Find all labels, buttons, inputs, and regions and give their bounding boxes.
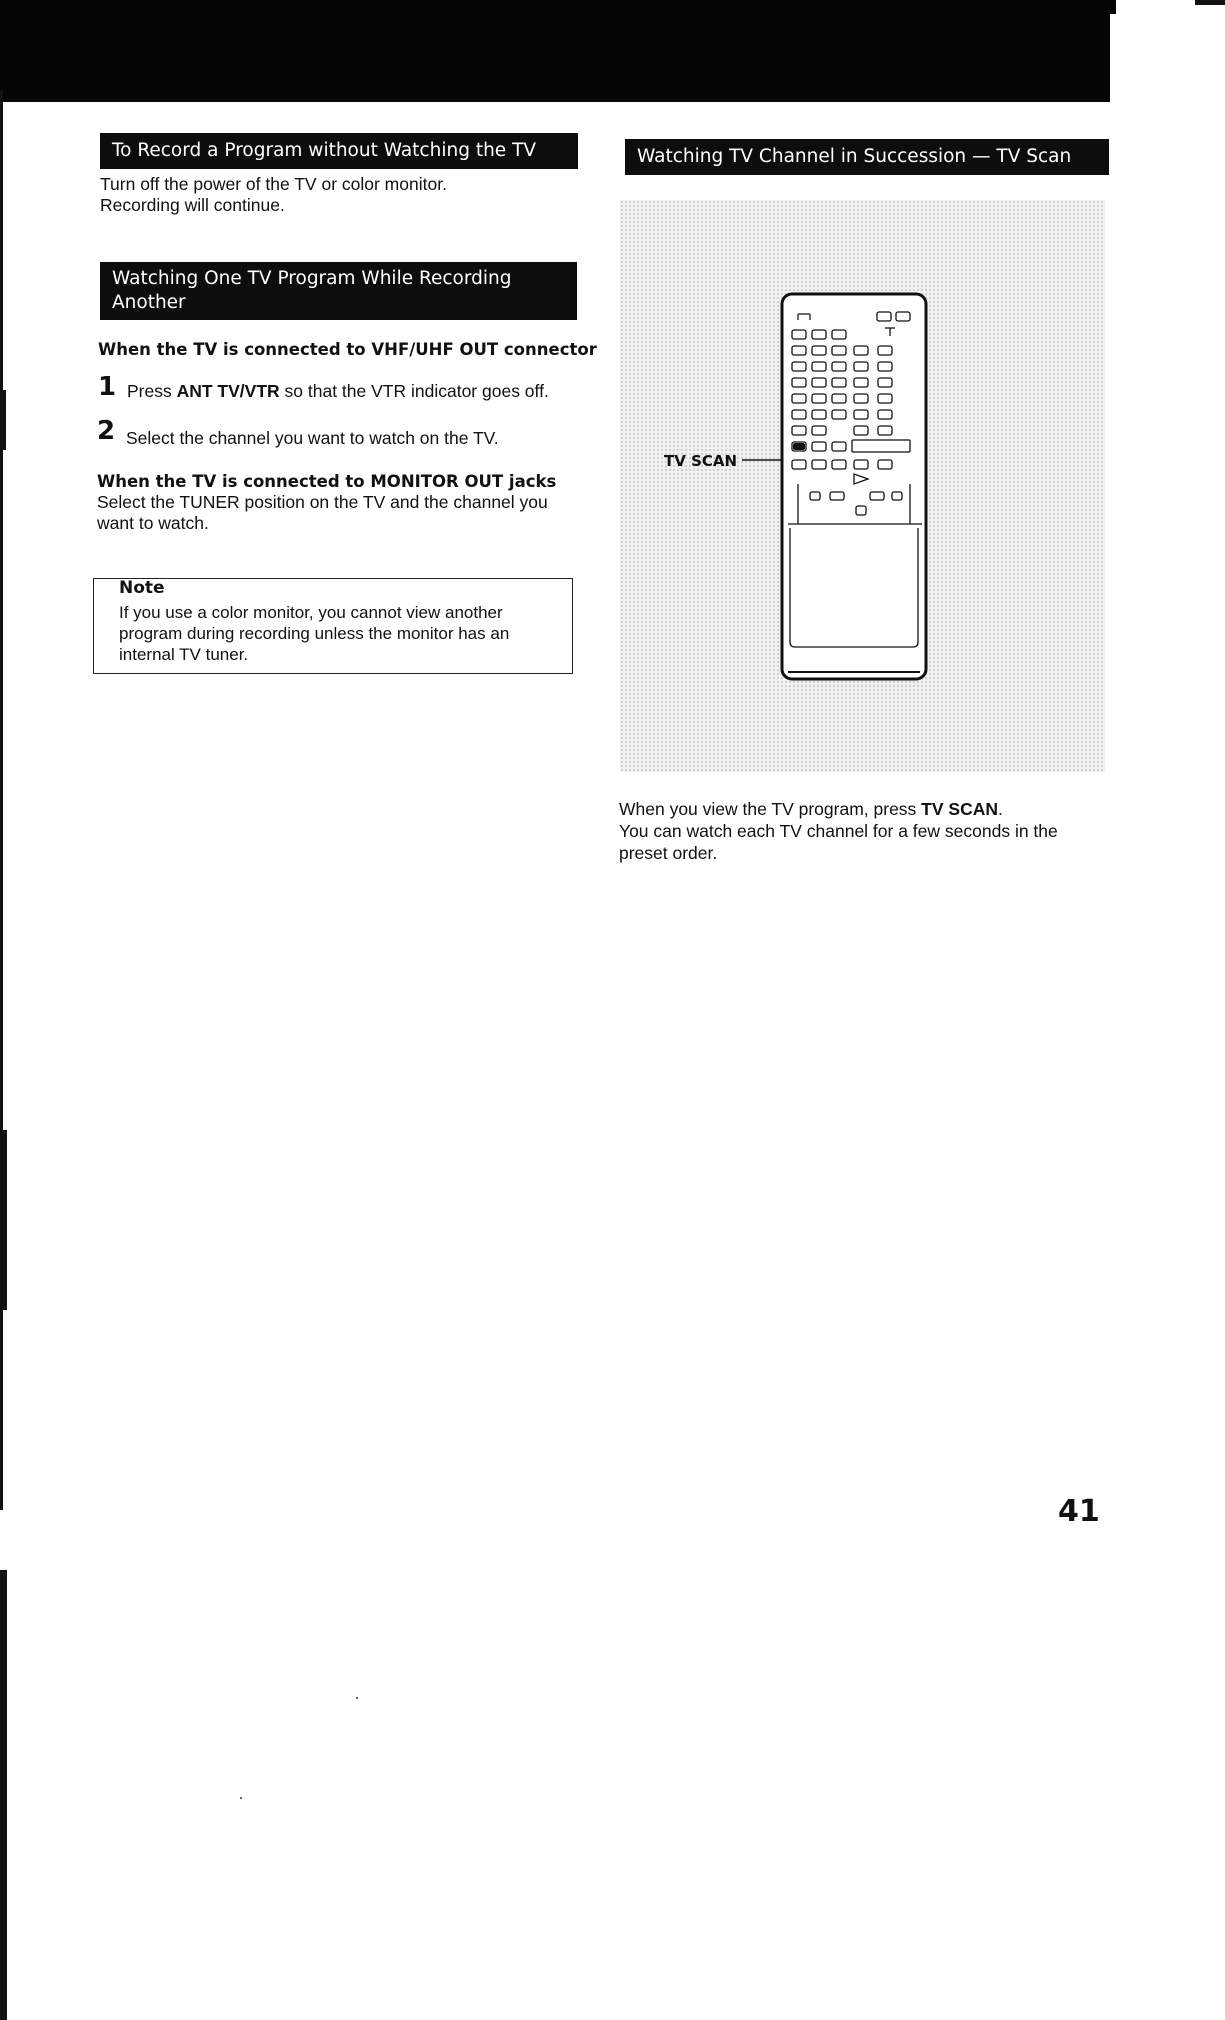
step-1-text-before: Press [127,381,177,401]
top-black-band [0,0,1110,102]
note-box [93,578,573,674]
tv-scan-section-title-text: Watching TV Channel in Succession — TV Scan [637,146,1072,167]
scan-speck [356,1697,358,1699]
monitor-heading: When the TV is connected to MONITOR OUT jacks [97,472,557,491]
record-body-line1: Turn off the power of the TV or color monitor. [100,174,447,194]
tv-scan-body-line1-after: . [997,799,1003,819]
step-1-number: 1 [98,372,117,402]
vhf-heading: When the TV is connected to VHF/UHF OUT connector [98,340,597,359]
note-right-rule [572,578,573,674]
note-top-rule [93,578,573,579]
note-bottom-rule [93,673,573,674]
step-1-text-after: so that the VTR indicator goes off. [279,381,549,401]
note-left-rule [93,578,94,674]
top-band-tail [1110,0,1116,14]
remote-control-icon [780,292,930,682]
watch-section-title-line2: Another [112,292,186,313]
tv-scan-body-line3: preset order. [619,843,718,863]
ant-tv-vtr-button-ref: ANT TV/VTR [176,381,280,401]
tv-scan-section-title [625,139,1109,175]
scan-left-edge [0,90,7,2017]
note-line3: internal TV tuner. [119,645,249,664]
tv-scan-body-line2: You can watch each TV channel for a few seconds in the [619,821,1058,841]
watch-section-title-line1: Watching One TV Program While Recording [112,268,512,289]
step-1-text [127,380,549,402]
corner-mark [1195,0,1225,5]
tv-scan-button-ref: TV SCAN [921,799,998,819]
monitor-body-line2: want to watch. [97,513,209,533]
note-line2: program during recording unless the monitor has an [119,624,510,643]
tv-scan-body [619,798,1058,864]
scan-speck [240,1797,242,1799]
record-section-title [100,133,578,169]
record-section-body [100,174,447,216]
step-2-number: 2 [97,416,116,446]
tv-scan-callout-label: TV SCAN [664,452,738,470]
record-section-title-text: To Record a Program without Watching the TV [112,140,537,161]
monitor-body-line1: Select the TUNER position on the TV and the channel you [97,492,548,512]
watch-section-title [100,262,577,320]
note-text [119,602,559,665]
monitor-body [97,492,548,534]
page-number: 41 [1058,1494,1100,1529]
tv-scan-body-line1-before: When you view the TV program, press [619,799,922,819]
record-body-line2: Recording will continue. [100,195,285,215]
note-line1: If you use a color monitor, you cannot view another [119,603,503,622]
step-2-text: Select the channel you want to watch on the TV. [126,428,499,448]
note-title: Note [119,578,165,598]
remote-control-illustration [620,200,1105,772]
